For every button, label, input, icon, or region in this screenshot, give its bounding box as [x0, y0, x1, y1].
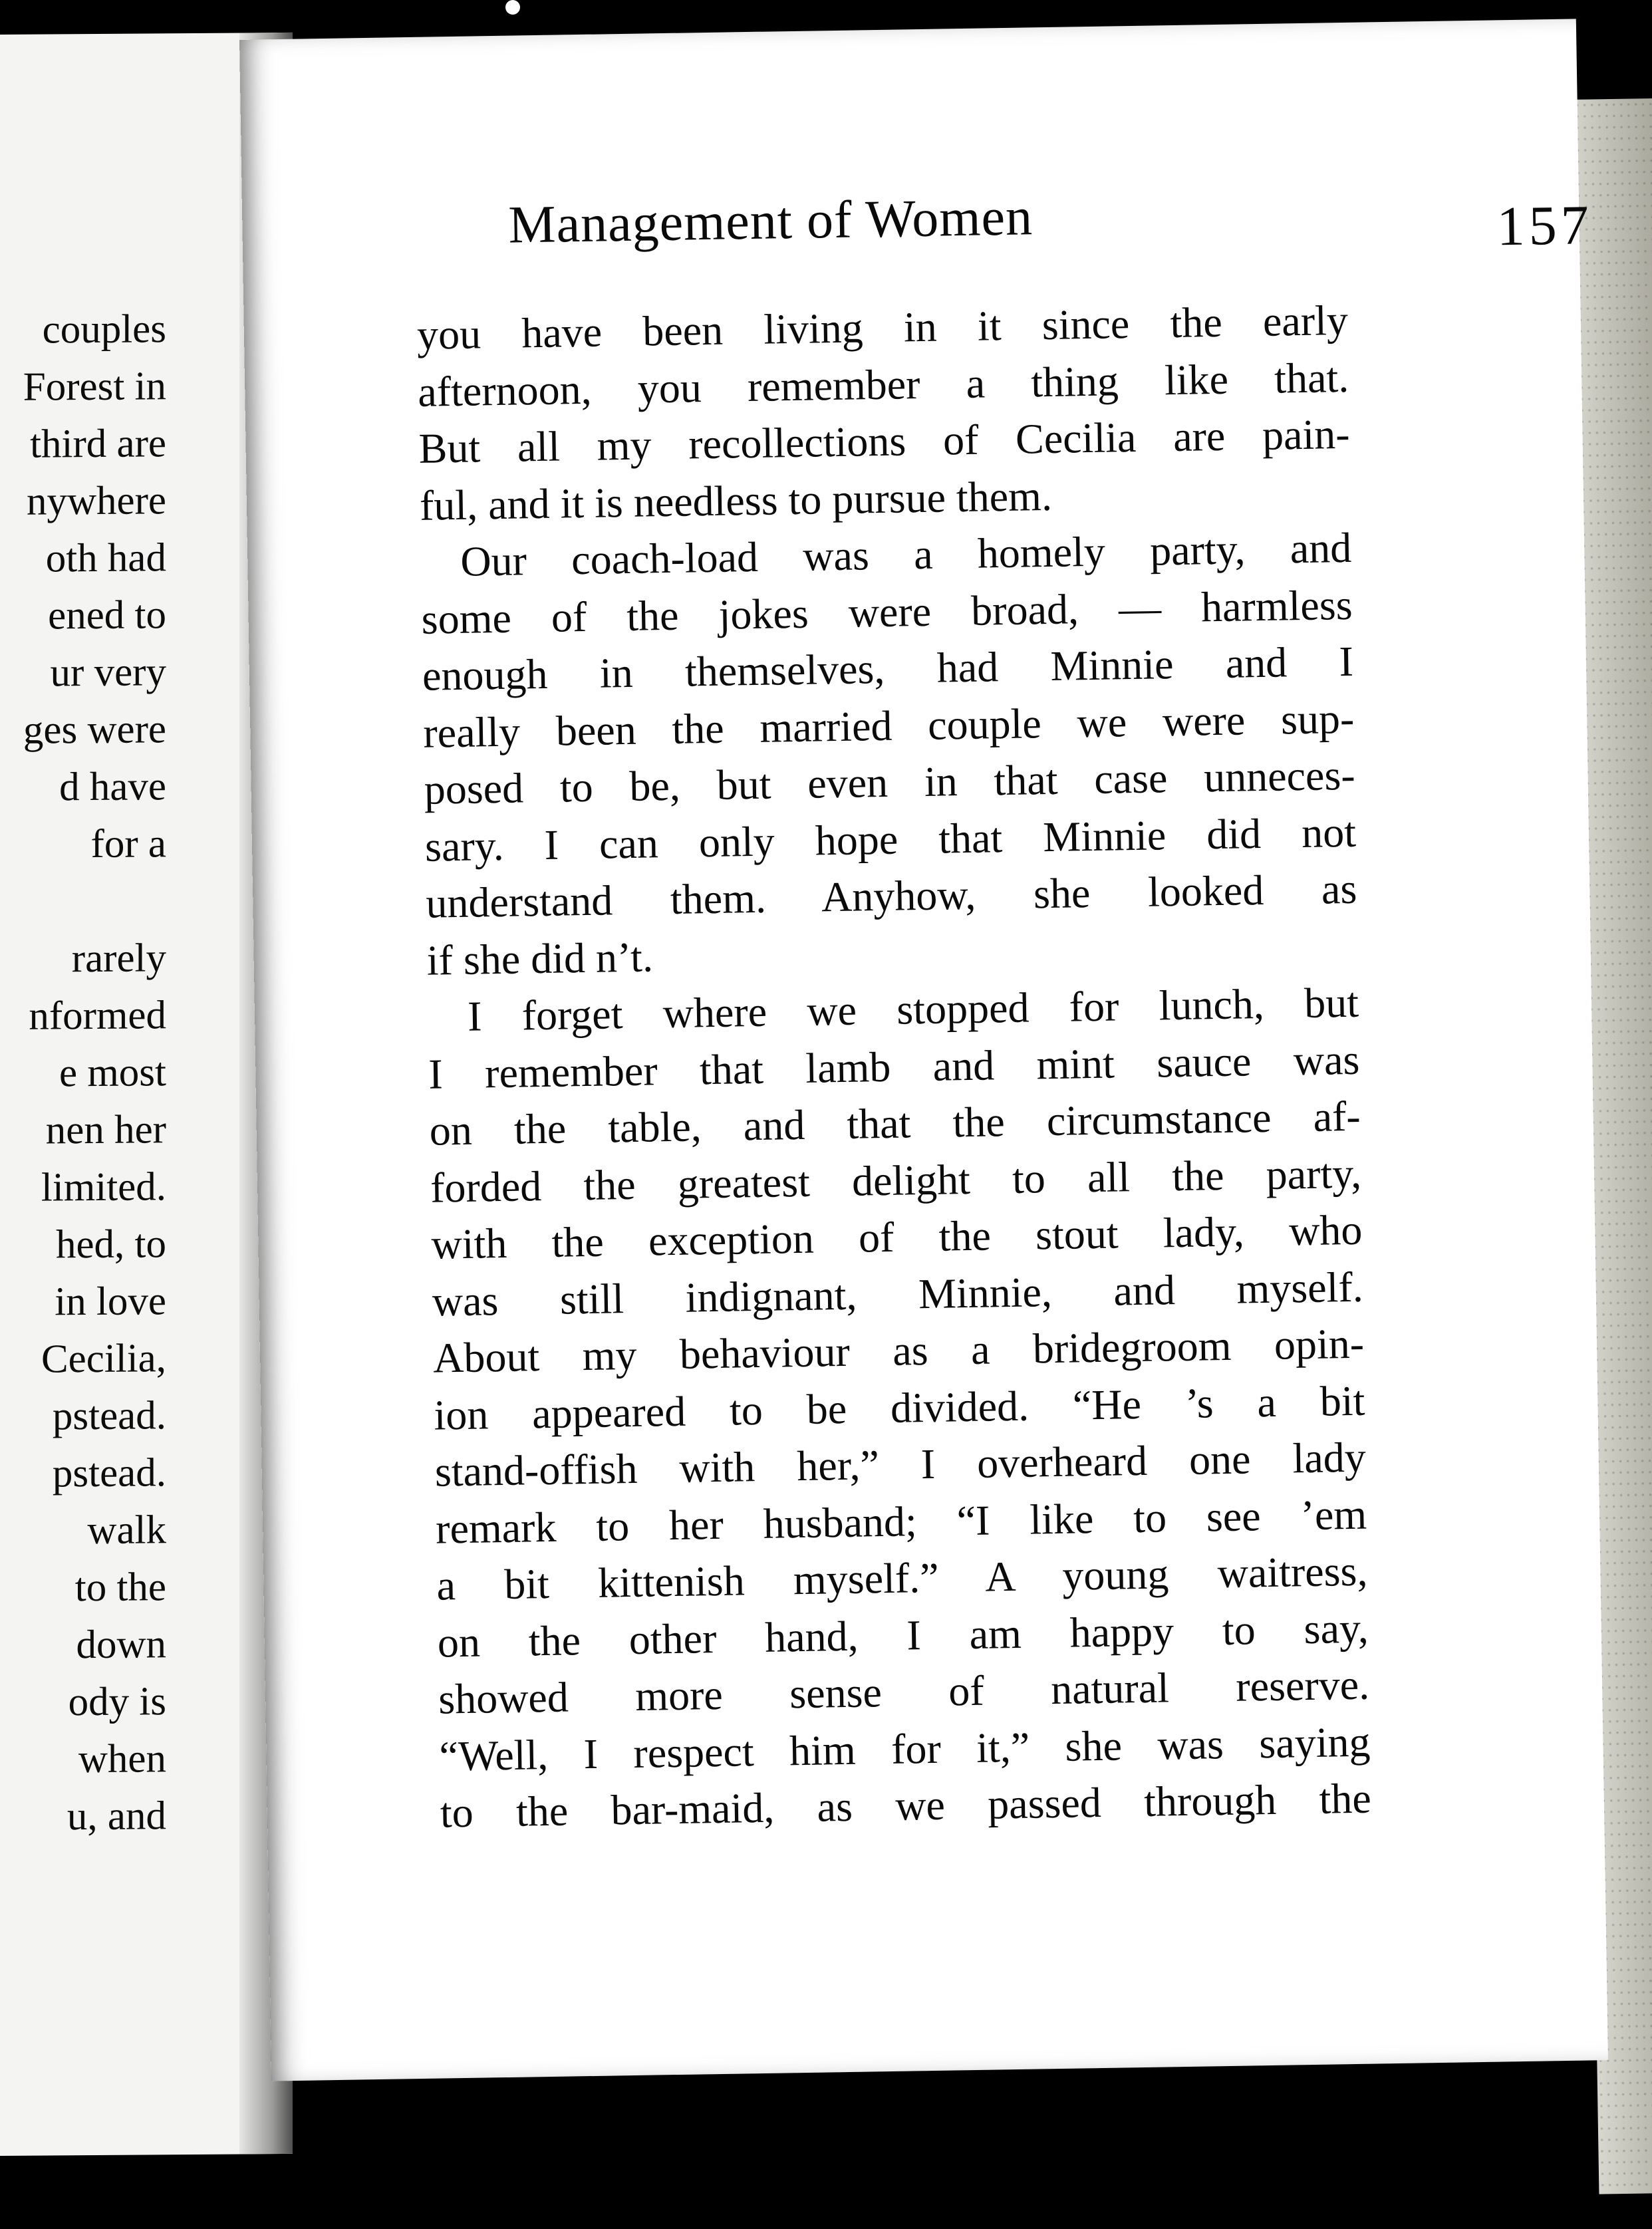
previous-page-line: walk — [87, 1508, 166, 1553]
scan-speck — [505, 0, 520, 15]
page-body-text — [416, 292, 1371, 1841]
previous-page-line: when — [78, 1736, 166, 1782]
text-line: remark to her husband; “I like to see ’em — [435, 1490, 1367, 1553]
text-line: sary. I can only hope that Minnie did not — [424, 808, 1357, 870]
previous-page-line: nywhere — [26, 478, 166, 524]
previous-page-line: pstead. — [52, 1393, 166, 1439]
previous-page-line: oth had — [45, 535, 166, 581]
text-line: understand them. Anyhow, she looked as — [425, 864, 1357, 927]
previous-page-line: for a — [90, 821, 166, 867]
previous-page-line: d have — [59, 764, 166, 810]
text-line: showed more sense of natural reserve. — [438, 1660, 1370, 1723]
previous-page-line: ges were — [23, 707, 166, 753]
paragraph — [427, 974, 1371, 1841]
text-line: to the bar-maid, as we passed through the — [440, 1774, 1372, 1837]
text-line: “Well, I respect him for it,” she was saying — [439, 1718, 1371, 1780]
text-line: Our coach-load was a homely party, and — [460, 523, 1352, 585]
previous-page-line: Cecilia, — [41, 1336, 166, 1382]
previous-page-line: ened to — [48, 592, 166, 638]
text-line: posed to be, but even in that case unneces- — [424, 751, 1356, 813]
previous-page-line: couples — [42, 307, 166, 352]
previous-page-line: Forest in — [23, 364, 166, 410]
text-line: on the table, and that the circumstance af- — [429, 1092, 1361, 1154]
previous-page-line: u, and — [67, 1793, 166, 1839]
previous-page-line: limited. — [41, 1164, 166, 1210]
text-line: But all my recollections of Cecilia are pain- — [418, 410, 1351, 472]
text-line: was still indignant, Minnie, and myself. — [432, 1263, 1364, 1325]
text-line: forded the greatest delight to all the party, — [430, 1149, 1362, 1212]
text-line: on the other hand, I am happy to say, — [437, 1604, 1369, 1666]
previous-page-line: to the — [74, 1565, 166, 1611]
text-line: some of the jokes were broad, — harmless — [421, 581, 1353, 643]
previous-page-line: nen her — [45, 1107, 166, 1153]
text-line: ful, and it is needless to pursue them. — [419, 471, 1053, 529]
text-line: enough in themselves, had Minnie and I — [422, 637, 1354, 700]
page-number: 157 — [1496, 194, 1593, 258]
running-head — [508, 178, 1600, 269]
text-line: if she did n’t. — [426, 932, 654, 984]
text-line: afternoon, you remember a thing like that. — [417, 353, 1349, 416]
previous-page-line: e most — [59, 1050, 166, 1096]
text-line: ion appeared to be divided. “He ’s a bit — [433, 1377, 1365, 1439]
previous-page-line: rarely — [71, 936, 166, 982]
current-page — [239, 19, 1608, 2081]
previous-page-line: in love — [55, 1279, 166, 1325]
text-line: I remember that lamb and mint sauce was — [428, 1035, 1360, 1098]
paragraph — [420, 519, 1359, 989]
previous-page-line: down — [76, 1622, 166, 1668]
text-line: About my behaviour as a bridegroom opin- — [432, 1319, 1365, 1382]
text-line: really been the married couple we were sup- — [422, 694, 1355, 757]
text-line: I forget where we stopped for lunch, but — [467, 978, 1359, 1040]
previous-page-line: ody is — [68, 1679, 166, 1725]
text-line: with the exception of the stout lady, who — [430, 1206, 1363, 1268]
text-line: a bit kittenish myself.” A young waitress, — [436, 1547, 1368, 1609]
previous-page-text — [0, 301, 166, 1847]
previous-page-line: nformed — [29, 993, 166, 1039]
previous-page-line: third are — [30, 421, 166, 467]
paragraph — [416, 292, 1351, 534]
previous-page-line: ur very — [50, 650, 166, 696]
text-line: you have been living in it since the early — [416, 296, 1349, 358]
previous-page-line: hed, to — [55, 1222, 166, 1267]
text-line: stand-offish with her,” I overheard one lady — [434, 1433, 1367, 1496]
previous-page-line: pstead. — [52, 1450, 166, 1496]
previous-page-blank-line — [0, 872, 166, 932]
running-title: Management of Women — [507, 188, 1033, 255]
